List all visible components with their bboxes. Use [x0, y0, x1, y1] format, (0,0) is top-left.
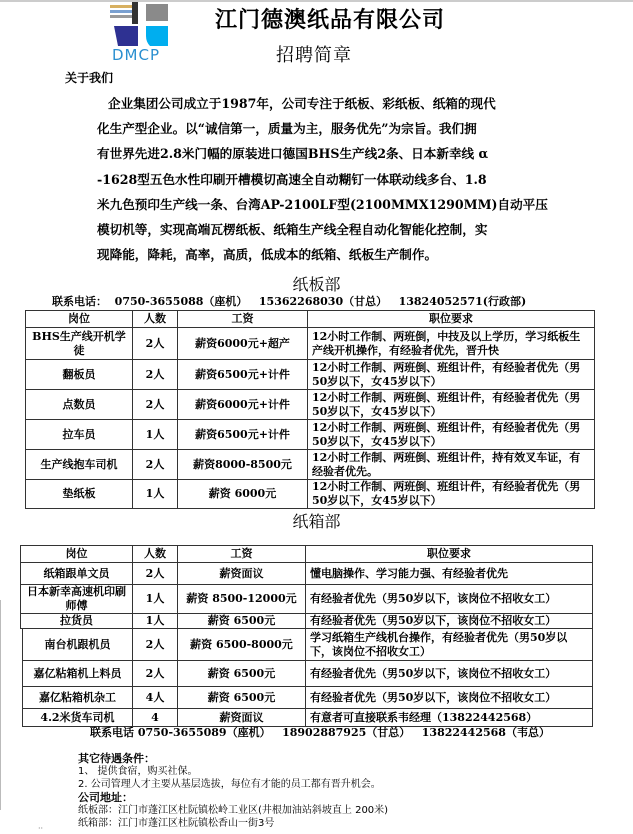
- table-row: [26, 360, 595, 390]
- position-cell: 4.2米货车司机: [23, 709, 133, 727]
- headcount-cell: 4: [133, 709, 178, 727]
- table-header-row: [26, 311, 595, 328]
- requirement-cell: 有经验者优先（男50岁以下，该岗位不招收女工）: [306, 687, 593, 709]
- headcount-cell: 2人: [133, 629, 178, 661]
- benefits-heading: 其它待遇条件：: [78, 752, 155, 765]
- table-row: [21, 614, 593, 629]
- position-cell: 日本新幸高速机印刷师傅: [21, 585, 133, 614]
- salary-cell: 薪资面议: [178, 563, 306, 585]
- box-dept-title: 纸箱部: [292, 512, 341, 531]
- salary-cell: 薪资面议: [178, 709, 306, 727]
- salary-cell: 薪资6500元+计件: [178, 420, 308, 450]
- about-line: -1628型五色水性印刷开槽模切高速全自动糊钉一体联动线多台、1.8: [97, 171, 487, 187]
- position-cell: 嘉亿粘箱机上料员: [23, 661, 133, 687]
- position-cell: 生产线抱车司机: [26, 450, 133, 480]
- position-cell: 拉货员: [21, 614, 133, 629]
- address-box: 纸箱部：江门市蓬江区杜阮镇松香山一街3号: [78, 818, 275, 829]
- logo-text: DMCP: [112, 46, 161, 64]
- column-header: 职位要求: [308, 311, 595, 328]
- salary-cell: 薪资 6500-8000元: [178, 629, 306, 661]
- table-row: [26, 390, 595, 420]
- requirement-cell: 有经验者优先（男50岁以下，该岗位不招收女工）: [306, 661, 593, 687]
- salary-cell: 薪资8000-8500元: [178, 450, 308, 480]
- column-header: 人数: [133, 311, 178, 328]
- box-dept-contact: 联系电话 0750-3655089（座机） 18902887925（甘总） 13822442568（韦总）: [90, 726, 550, 739]
- about-heading: 关于我们: [65, 71, 114, 85]
- position-cell: 翻板员: [26, 360, 133, 390]
- table-row: [23, 661, 593, 687]
- headcount-cell: 2人: [133, 450, 178, 480]
- table-header-row: [21, 546, 593, 563]
- table-row: [23, 687, 593, 709]
- position-cell: 纸箱跟单文员: [21, 563, 133, 585]
- company-name: 江门德澳纸品有限公司: [215, 8, 446, 33]
- salary-cell: 薪资 6500元: [178, 614, 306, 629]
- board-dept-title: 纸板部: [292, 275, 341, 294]
- requirement-cell: 12小时工作制、两班倒、班组计件，有经验者优先（男50岁以下，女45岁以下）: [308, 390, 595, 420]
- table-row: [26, 328, 595, 360]
- salary-cell: 薪资6000元+超产: [178, 328, 308, 360]
- page-title: 招聘简章: [276, 45, 352, 66]
- about-line: 模切机等，实现高端瓦楞纸板、纸箱生产线全程自动化智能化控制，实: [97, 222, 488, 238]
- column-header: 工资: [178, 311, 308, 328]
- headcount-cell: 2人: [133, 563, 178, 585]
- box-dept-table-continued: [22, 628, 593, 727]
- about-line: 米九色预印生产线一条、台湾AP-2100LF型(2100MMX1290MM)自动平压: [97, 196, 548, 212]
- about-line: 有世界先进2.8米门幅的原装进口德国BHS生产线2条、日本新幸线 α: [97, 146, 489, 162]
- benefit-item: 1、 提供食宿，购买社保。: [78, 766, 198, 777]
- headcount-cell: 4人: [133, 687, 178, 709]
- headcount-cell: 2人: [133, 661, 178, 687]
- board-dept-table: [25, 310, 595, 509]
- salary-cell: 薪资 8500-12000元: [178, 585, 306, 614]
- headcount-cell: 2人: [133, 328, 178, 360]
- requirement-cell: 有意者可直接联系韦经理（13822442568）: [306, 709, 593, 727]
- position-cell: 点数员: [26, 390, 133, 420]
- column-header: 岗位: [26, 311, 133, 328]
- requirement-cell: 12小时工作制、两班倒，中技及以上学历，学习纸板生产线开机操作，有经验者优先，晋升快: [308, 328, 595, 360]
- top-border: [0, 0, 633, 2]
- headcount-cell: 1人: [133, 614, 178, 629]
- requirement-cell: 12小时工作制、两班倒、班组计件，持有效叉车证，有经验者优先。: [308, 450, 595, 480]
- requirement-cell: 学习纸箱生产线机台操作，有经验者优先（男50岁以下，该岗位不招收女工）: [306, 629, 593, 661]
- column-header: 岗位: [21, 546, 133, 563]
- headcount-cell: 2人: [133, 390, 178, 420]
- headcount-cell: 1人: [133, 480, 178, 509]
- salary-cell: 薪资 6500元: [178, 661, 306, 687]
- headcount-cell: 1人: [133, 420, 178, 450]
- column-header: 工资: [178, 546, 306, 563]
- position-cell: BHS生产线开机学徒: [26, 328, 133, 360]
- requirement-cell: 12小时工作制、两班倒、班组计件，有经验者优先（男50岁以下，女45岁以下）: [308, 480, 595, 509]
- benefit-item: 2. 公司管理人才主要从基层选拔，每位有才能的员工都有晋升机会。: [78, 779, 381, 790]
- position-cell: 垫纸板: [26, 480, 133, 509]
- column-header: 人数: [133, 546, 178, 563]
- box-dept-table: [20, 545, 593, 629]
- column-header: 职位要求: [306, 546, 593, 563]
- salary-cell: 薪资 6000元: [178, 480, 308, 509]
- about-line: 企业集团公司成立于1987年，公司专注于纸板、彩纸板、纸箱的现代: [108, 96, 496, 111]
- table-row: [26, 450, 595, 480]
- salary-cell: 薪资6500元+计件: [178, 360, 308, 390]
- requirement-cell: 12小时工作制、两班倒、班组计件，有经验者优先（男50岁以下，女45岁以下）: [308, 420, 595, 450]
- table-row: [23, 629, 593, 661]
- requirement-cell: 懂电脑操作、学习能力强、有经验者优先: [306, 563, 593, 585]
- footer-info: [78, 752, 388, 830]
- position-cell: 拉车员: [26, 420, 133, 450]
- address-heading: 公司地址：: [78, 791, 133, 804]
- position-cell: 南台机跟机员: [23, 629, 133, 661]
- about-line: 化生产型企业。以“诚信第一，质量为主，服务优先”为宗旨。我们拥: [97, 121, 477, 137]
- company-logo: [108, 2, 174, 64]
- about-line: 现降能，降耗，高率，高质，低成本的纸箱、纸板生产制作。: [97, 247, 438, 263]
- headcount-cell: 1人: [133, 585, 178, 614]
- table-row: [21, 563, 593, 585]
- table-row: [26, 420, 595, 450]
- salary-cell: 薪资 6500元: [178, 687, 306, 709]
- table-row: [21, 585, 593, 614]
- position-cell: 嘉亿粘箱机杂工: [23, 687, 133, 709]
- requirement-cell: 有经验者优先（男50岁以下，该岗位不招收女工）: [306, 614, 593, 629]
- requirement-cell: 12小时工作制、两班倒、班组计件，有经验者优先（男50岁以下，女45岁以下）: [308, 360, 595, 390]
- requirement-cell: 有经验者优先（男50岁以下，该岗位不招收女工）: [306, 585, 593, 614]
- salary-cell: 薪资6000元+计件: [178, 390, 308, 420]
- address-board: 纸板部：江门市蓬江区杜阮镇松岭工业区(井根加油站斜坡直上 200米): [78, 805, 389, 816]
- about-paragraph: [97, 91, 573, 267]
- headcount-cell: 2人: [133, 360, 178, 390]
- table-row: [26, 480, 595, 509]
- board-dept-contact: 联系电话： 0750-3655088（座机） 15362268030（甘总） 13824052571(行政部): [52, 295, 527, 308]
- page-marker: ··: [38, 824, 44, 833]
- page-edge: [0, 600, 1, 810]
